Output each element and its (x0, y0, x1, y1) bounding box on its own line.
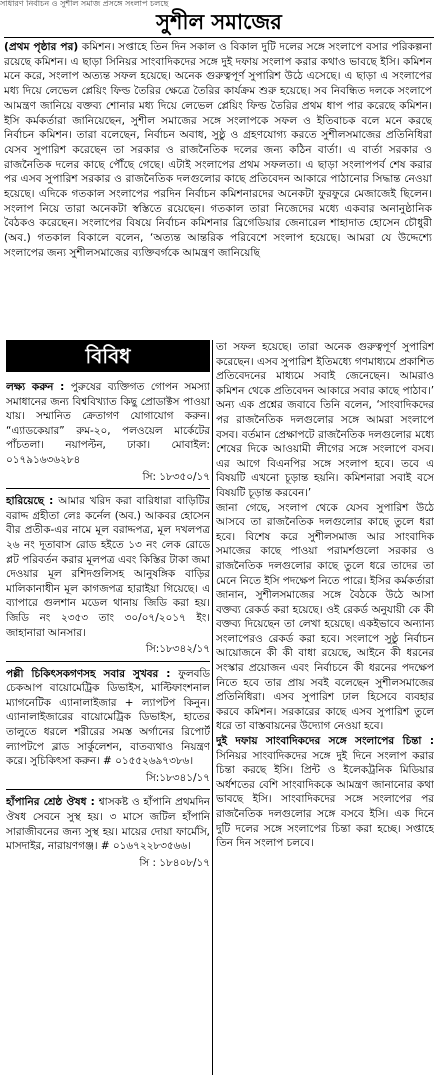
classified-ad (6, 795, 210, 853)
headline-rule (4, 37, 434, 38)
ad-body: ফুলবডি চেকআপ বায়োমেট্রিক ডিভাইস, মাল্টিফাংশনাল ম্যাগনেটিক এ্যানালাইজার + ল্যাপটপ কিনুন। এ্যানালাইজারের বায়োমেট্রিক ডিভাইস, হাতের তালুতে ধরলে শরীরের সমস্ত অর্গানের রিপোর্ট ল্যাপটপে ব্লাড সার্কুলেশন, বাতব্যথাও নিয়ন্ত্রণ করে। সুচিকিৎসা করুন। # ০১৫৫২৬৯৭৩৮৬। (6, 667, 210, 768)
ad-separator (6, 789, 210, 790)
article-lead: (প্রথম পৃষ্ঠার পর) (4, 41, 79, 53)
article-continuation-column (216, 340, 434, 1080)
bibidh-title: বিবিধ (85, 344, 131, 368)
ad-body: শ্বাসকষ্ট ও হাঁপানি প্রথমদিন ঔষধ সেবনে সুস্থ হয়। ৩ মাসে জটিল হাঁপানি সারাজীবনের জন্য সুস্থ হয়। মায়ের দোয়া ফার্মেসি, মাসদাইর, নারায়ণগঞ্জ। # ০১৬৭২২৮৩৫৬৬। (6, 796, 210, 853)
article-top-paragraph: কমিশন। সপ্তাহে তিন দিন সকাল ও বিকাল দুটি দলের সঙ্গে সংলাপে বসার পরিকল্পনা রয়েছে কমিশন। এ ছাড়া সিনিয়র সাংবাদিকদের সঙ্গে দুই দফায় সংলাপ করার কথাও ভাবছে ইসি। কমিশন মনে করে, সংলাপ অত্যন্ত সফল হয়েছে। অনেক গুরুত্বপূর্ণ সুপারিশ উঠে এসেছে। এ ছাড়া এ সংলাপের মধ্য দিয়ে লেভেল প্লেয়িং ফিল্ড তৈরির ক্ষেত্রে তৈরির কার্যক্রম শুরু হয়েছে। সব নিবন্ধিত দলকে সংলাপে আমন্ত্রণ জানিয়ে বক্তব্য শোনার মধ্য দিয়ে লেভেল প্লেয়িং ফিল্ড তৈরির প্রথম ধাপ পার করেছে কমিশন। ইসি কর্মকর্তারা জানিয়েছেন, সুশীল সমাজের সঙ্গে সংলাপকে সফল ও ইতিবাচক বলে মনে করছে নির্বাচন কমিশন। তারা বলেছেন, নির্বাচন অবাধ, সুষ্ঠু ও গ্রহণযোগ্য করতে সুশীলসমাজের প্রতিনিধিরা যেসব সুপারিশ করেছেন তা সরকার ও রাজনৈতিক দলের জন্য কঠিন বার্তা। এ বার্তা সরকার ও রাজনৈতিক দলের কাছে পৌঁছে গেছে। এটাই সংলাপের প্রথম সফলতা। এ ছাড়া সংলাপপর্ব শেষ করার পর এসব সুপারিশ সরকার ও রাজনৈতিক দলগুলোর কাছে প্রতিবেদন আকারে পাঠানোর সিদ্ধান্ত নেওয়া হয়েছে। এদিকে গতকাল সংলাপের পরদিন নির্বাচন কমিশনারদের অনেকটা ফুরফুরে মেজাজেই ছিলেন। সংলাপ নিয়ে তারা অনেকটা স্বস্তিতে রয়েছেন। গতকাল তারা নিজেদের মধ্যে একবার অনানুষ্ঠানিক বৈঠকও করেছেন। সংলাপের বিষয়ে নির্বাচন কমিশনার ব্রিগেডিয়ার জেনারেল শাহাদাত হোসেন চৌধুরী (অব.) গতকাল বিকালে বলেন, ‘অত্যন্ত আন্তরিক পরিবেশে সংলাপ হয়েছে। আমরা যে উদ্দেশ্যে সংলাপের জন্য সুশীলসমাজের ব্যক্তিবর্গকে আমন্ত্রণ জানিয়েছি (4, 41, 432, 259)
article-paragraph: তা সফল হয়েছে। তারা অনেক গুরুত্বপূর্ণ সুপারিশ করেছেন। এসব সুপারিশ ইতিমধ্যে গণমাধ্যমে প্রকাশিত প্রতিবেদনের মাধ্যমে সবাই জেনেছেন। আমরাও কমিশন থেকে প্রতিবেদন আকারে সবার কাছে পাঠাব।’ অন্য এক প্রশ্নের জবাবে তিনি বলেন, ‘সাংবাদিকদের পর রাজনৈতিক দলগুলোর সঙ্গে আমরা সংলাপে বসব। বর্তমান প্রেক্ষাপটে রাজনৈতিক দলগুলোর মধ্যে শেষের দিকে আওয়ামী লীগের সঙ্গে সংলাপে বসব। এর আগে বিএনপির সঙ্গে সংলাপ হবে। তবে এ বিষয়টি এখনো চূড়ান্ত হয়নি। কমিশনারা সবাই বসে বিষয়টি চূড়ান্ত করবেন।’ (216, 341, 434, 499)
article-top-body (4, 40, 432, 338)
ad-separator (6, 488, 210, 489)
classified-ads-column (6, 380, 210, 1080)
ad-reference: সি: ১৮৩৫০/১৭ (142, 470, 210, 483)
column-divider (212, 340, 213, 1075)
ad-body: আমার খরিদ করা বারিধারা বাড়িটির বরাদ্দ গ্রহীতা লেঃ কর্নেল (অব.) আকবর হোসেন বীর প্রতীক-এর নামে মূল বরাদ্দপত্র, মূল দখলপত্র ২৬ নং দূতাবাস রোড হইতে ১৩ নং লেক রোডে প্লট পরিবর্তন করার মূলপত্র এবং কিস্তির টাকা জমা দেওয়ার মূল রশিদগুলিসহ আনুষঙ্গিক বাড়ির মালিকানাধীন মূল কাগজপত্র হারাইয়া গিয়েছে। এ ব্যাপারে গুলশান মডেল থানায় জিডি করা হয়। জিডি নং ২৩৫৩ তাং ৩০/০৭/২০১৭ ইং। জাহানারা আনসার। (6, 495, 210, 639)
top-strip-text: সাধারণ নির্বাচন ও সুশীল সমাজ প্রসঙ্গে সংলাপ চলছে (0, 0, 169, 8)
ad-heading: লক্ষ্য করুন : (6, 381, 65, 393)
ad-heading: পল্লী চিকিৎসকগণসহ সবার সুখবর : (6, 667, 171, 680)
ad-body: পুরুষের ব্যক্তিগত গোপন সমস্যা সমাধানের জন্য বিশ্ববিখ্যাত কিছু প্রোডাক্টস পাওয়া যায়। সম্মানিত ক্রেতাগণ যোগাযোগ করুন। “এ্যাডকেয়ার” রুম-২০, পলওয়েল মার্কেটের পাঁচতলা। নয়াপল্টন, ঢাকা। মোবাইল: ০১৭৯১৬৩৬২৮৪ (6, 381, 210, 466)
ad-heading: হাঁপানির শ্রেষ্ঠ ঔষধ : (6, 796, 95, 809)
ad-heading: হারিয়েছে : (6, 495, 54, 508)
ad-reference: সি : ১৮৪০৮/১৭ (139, 856, 210, 869)
classified-ad (6, 494, 210, 640)
article-paragraph: সিনিয়র সাংবাদিকদের সঙ্গে দুই দিনে সংলাপ করার চিন্তা করছে ইসি। প্রিন্ট ও ইলেকট্রনিক মিডিয়ার অর্ধশতের বেশি সাংবাদিককে আমন্ত্রণ জানানোর কথা ভাবছে ইসি। সাংবাদিকদের সঙ্গে সংলাপের পর রাজনৈতিক দলগুলোর সঙ্গে বসবে ইসি। এক দিনে দুটি দলের সঙ্গে সংলাপের চিন্তা করা হচ্ছে। সপ্তাহে তিন দিন সংলাপ চলবে। (216, 749, 434, 850)
ad-reference: সি:১৮৩৪২/১৭ (145, 643, 210, 656)
article-paragraph: জানা গেছে, সংলাপ থেকে যেসব সুপারিশ উঠে আসবে তা রাজনৈতিক দলগুলোর কাছে তুলে ধরা হবে। বিশেষ করে সুশীলসমাজ আর সাংবাদিক সমাজের কাছে পাওয়া পরামর্শগুলো সরকার ও রাজনৈতিক দলগুলোর কাছে তুলে ধরে তাদের তা মেনে নিতে ইসি পদক্ষেপ নিতে পারে। ইসির কর্মকর্তারা জানান, সুশীলসমাজের সঙ্গে বৈঠকে উঠে আসা বক্তব্য রেকর্ড করা হয়েছে। ওই রেকর্ড অনুযায়ী কে কী বক্তব্য দিয়েছেন তা লেখা হয়েছে। একইভাবে অন্যান্য সংলাপেরও রেকর্ড করা হবে। সংলাপে সুষ্ঠু নির্বাচন আয়োজনে কী কী বাধা রয়েছে, আইনে কী ধরনের সংস্কার প্রয়োজন এবং নির্বাচনে কী ধরনের পদক্ষেপ নিতে হবে তার প্রায় সবই বলেছেন সুশীলসমাজের প্রতিনিধিরা। এসব সুপারিশ ঢাল হিসেবে ব্যবহার করবে কমিশন। সরকারের কাছে এসব সুপারিশ তুলে ধরে তা বাস্তবায়নের উদ্যোগ নেওয়া হবে। (216, 501, 434, 733)
classified-ad (6, 380, 210, 468)
ad-separator (6, 661, 210, 662)
article-subheading: দুই দফায় সাংবাদিকদের সঙ্গে সংলাপের চিন্তা : (216, 735, 434, 748)
classified-ad (6, 667, 210, 769)
article-subsection (216, 734, 434, 851)
ad-reference: সি:১৮৩৪১/১৭ (145, 771, 210, 784)
page-headline: সুশীল সমাজের (156, 9, 282, 34)
